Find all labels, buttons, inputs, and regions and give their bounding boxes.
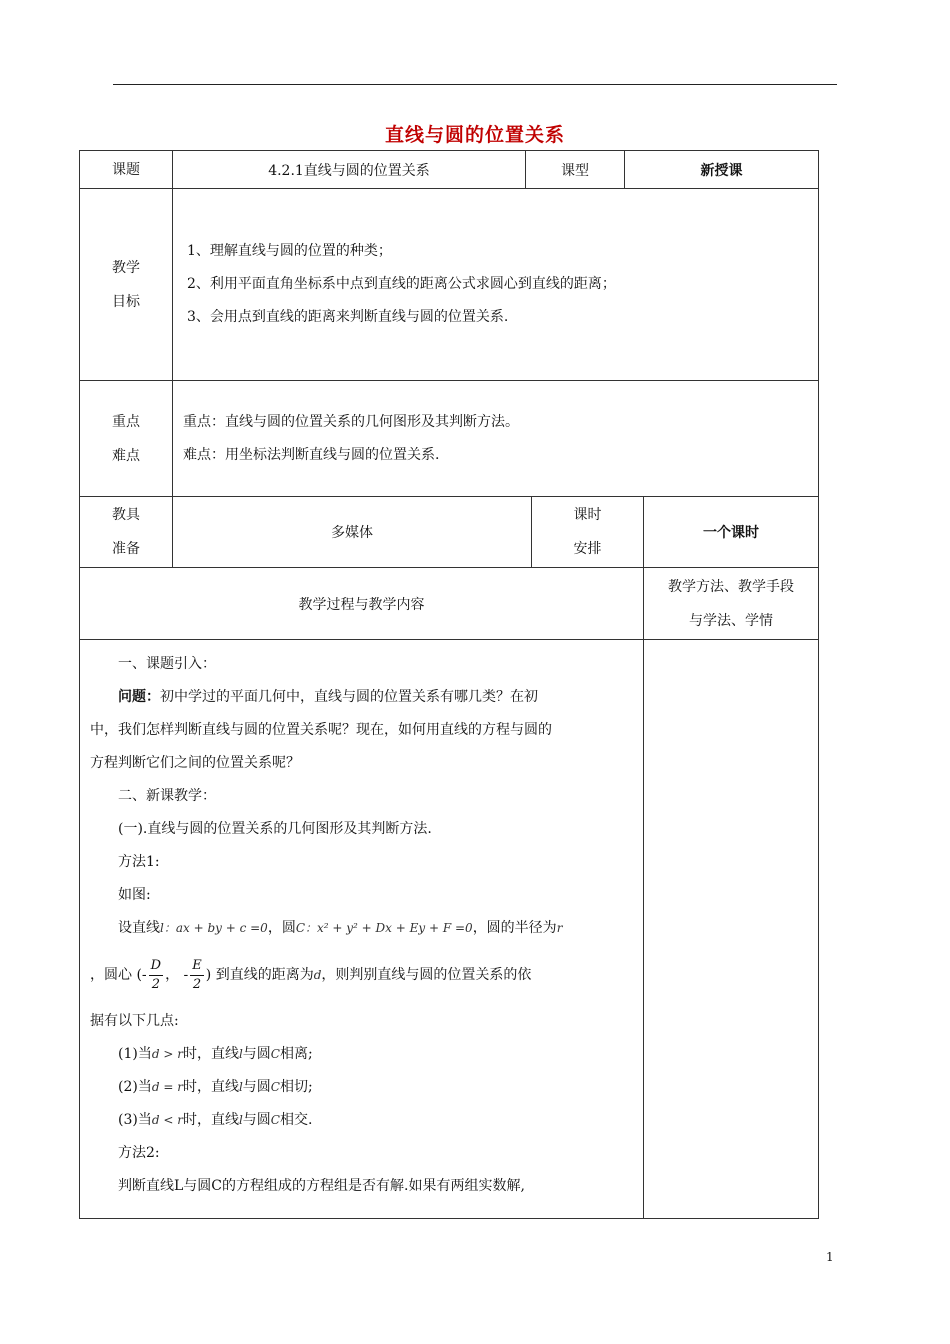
keys-row bbox=[80, 381, 819, 497]
process-header: 教学过程与教学内容 bbox=[80, 568, 644, 640]
lesson-type-label: 课型 bbox=[526, 151, 625, 189]
fraction-e-over-2: $\frac{E}{2}$ bbox=[192, 957, 202, 992]
question-paragraph: 问题：初中学过的平面几何中，直线与圆的位置关系有哪几类？在初 bbox=[118, 689, 538, 705]
process-content: 一、课题引入： 问题：初中学过的平面几何中，直线与圆的位置关系有哪几类？在初 中，我们怎样判断直线与圆的位置关系呢？现在，如何用直线的方程与圆的 方程判断它们之间的位置关系呢？ 二、新课教学： (一).直线与圆的位置关系的几何图形及其判断方法. 方法1: 如图: 设直线l：ax + by + c =0，圆C：x² + y² + Dx + Ey + F =0，圆的半径为r ，圆心 (- $\frac{D}{2}$ ， - $\frac{E}{2}$ ) 到直线的距离为d，则判别直线与圆的位置关系的依 据有以下几点: (1)当d > r时，直线l与圆C相离; (2)当d = r时，直线l与圆C相切; (3)当d < r时，直线l与圆C相交. 方法2: 判断直线L与圆C的方程组成的方程组是否有解.如果有两组实数解, bbox=[80, 640, 644, 1219]
setup-line: 设直线l：ax + by + c =0，圆C：x² + y² + Dx + Ey + F =0，圆的半径为r bbox=[118, 920, 563, 936]
question-label: 问题： bbox=[118, 689, 160, 705]
tools-label: 教具 准备 bbox=[80, 497, 173, 568]
condition-2: (2)当d = r时，直线l与圆C相切; bbox=[118, 1079, 313, 1095]
condition-1: (1)当d > r时，直线l与圆C相离; bbox=[118, 1046, 313, 1062]
lesson-plan-table bbox=[79, 150, 819, 1219]
condition-3: (3)当d < r时，直线l与圆C相交. bbox=[118, 1112, 313, 1128]
methods-content bbox=[644, 640, 819, 1219]
topic-value: 4.2.1直线与圆的位置关系 bbox=[173, 151, 526, 189]
hours-value: 一个课时 bbox=[644, 497, 819, 568]
process-header-row bbox=[80, 568, 819, 640]
key-point: 重点：直线与圆的位置关系的几何图形及其判断方法。 bbox=[183, 413, 519, 430]
topic-row bbox=[80, 151, 819, 189]
topic-label: 课题 bbox=[80, 151, 173, 189]
intro-heading: 一、课题引入： bbox=[118, 656, 216, 672]
objective-item: 2、利用平面直角坐标系中点到直线的距离公式求圆心到直线的距离； bbox=[187, 276, 616, 292]
document-title: 直线与圆的位置关系 bbox=[384, 124, 565, 146]
line-equation: ：ax + by + c =0 bbox=[163, 921, 268, 935]
objective-item: 1、理解直线与圆的位置的种类； bbox=[187, 243, 392, 259]
objectives-content bbox=[173, 189, 819, 381]
method-2-text: 判断直线L与圆C的方程组成的方程组是否有解.如果有两组实数解, bbox=[118, 1178, 525, 1194]
objectives-row bbox=[80, 189, 819, 381]
methods-header: 教学方法、教学手段 与学法、学情 bbox=[644, 568, 819, 640]
process-row bbox=[80, 640, 819, 1219]
tools-value: 多媒体 bbox=[173, 497, 532, 568]
figure-label: 如图: bbox=[118, 887, 151, 903]
fraction-d-over-2: $\frac{D}{2}$ bbox=[150, 957, 162, 992]
keys-label: 重点 难点 bbox=[80, 381, 173, 497]
method-1-label: 方法1: bbox=[118, 854, 160, 870]
center-line: ，圆心 (- $\frac{D}{2}$ ， - $\frac{E}{2}$ ) 到直线的距离为d，则判别直线与圆的位置关系的依 bbox=[90, 957, 532, 992]
hours-label: 课时 安排 bbox=[532, 497, 644, 568]
section-heading: (一).直线与圆的位置关系的几何图形及其判断方法. bbox=[118, 821, 432, 837]
page-number: 1 bbox=[826, 1250, 834, 1264]
objectives-label: 教学 目标 bbox=[80, 189, 173, 381]
method-2-label: 方法2: bbox=[118, 1145, 160, 1161]
circle-equation: ：x² + y² + Dx + Ey + F =0 bbox=[305, 921, 473, 935]
difficult-point: 难点：用坐标法判断直线与圆的位置关系. bbox=[183, 446, 440, 463]
new-lesson-heading: 二、新课教学： bbox=[118, 788, 216, 804]
lesson-type-value: 新授课 bbox=[625, 151, 819, 189]
objective-item: 3、会用点到直线的距离来判断直线与圆的位置关系. bbox=[187, 309, 509, 325]
tools-row bbox=[80, 497, 819, 568]
header-rule bbox=[113, 84, 837, 85]
keys-content bbox=[173, 381, 819, 497]
